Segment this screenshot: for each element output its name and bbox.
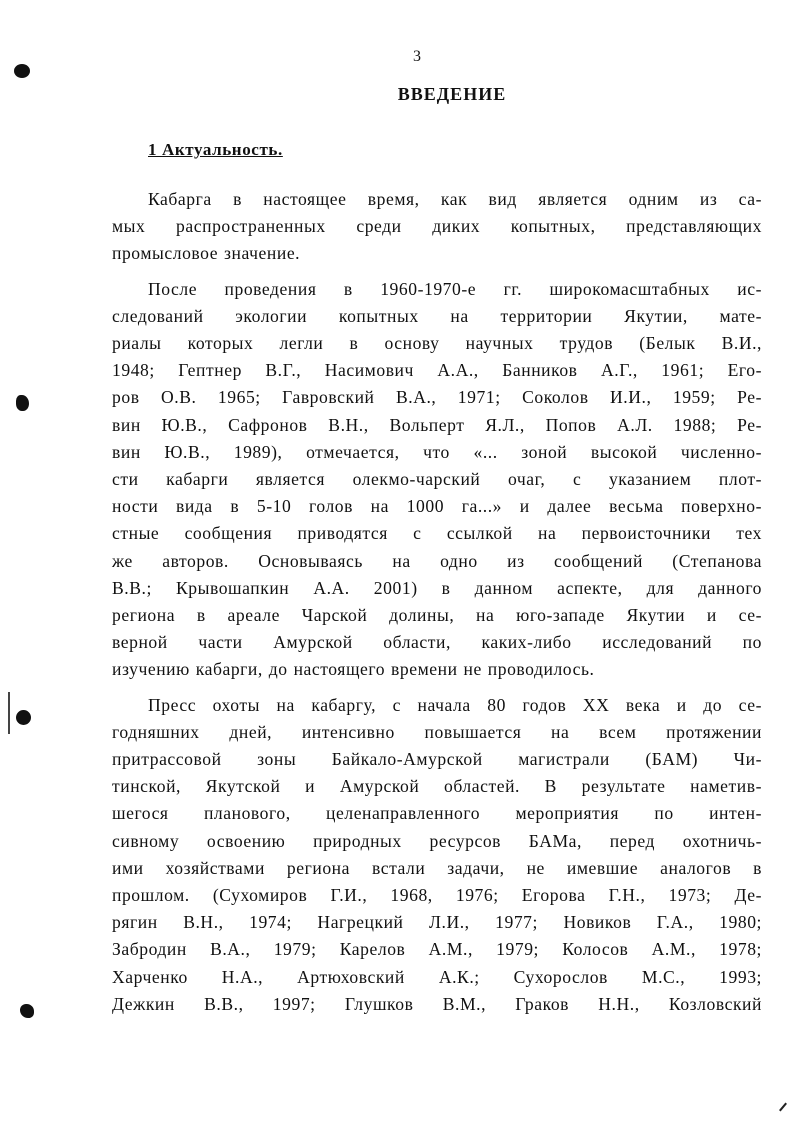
text-line: сти кабарги является олекмо-чарский очаг, с указанием плот- <box>112 469 762 490</box>
text-line: риалы которых легли в основу научных трудов (Белык В.И., <box>112 333 762 354</box>
text-line: Забродин В.А., 1979; Карелов А.М., 1979; Колосов А.М., 1978; <box>112 939 762 960</box>
text-line: Харченко Н.А., Артюховский А.К.; Сухорослов М.С., 1993; <box>112 966 762 987</box>
text-line: Кабарга в настоящее время, как вид является одним из са- <box>148 189 762 209</box>
page-title: ВВЕДЕНИЕ <box>397 84 507 104</box>
text-line: годняшних дней, интенсивно повышается на всем протяжении <box>112 721 762 742</box>
text-line: сивному освоению природных ресурсов БАМа, перед охотничь- <box>112 830 762 851</box>
text-line: В.В.; Крывошапкин А.А. 2001) в данном аспекте, для данного <box>112 577 762 598</box>
scan-mark <box>779 1103 787 1112</box>
text-line: Дежкин В.В., 1997; Глушков В.М., Граков Н.Н., Козловский <box>112 993 762 1014</box>
text-line: следований экологии копытных на территории Якутии, мате- <box>112 305 762 326</box>
scan-speck <box>16 710 31 725</box>
scan-line <box>8 692 10 734</box>
text-line: ности вида в 5-10 голов на 1000 га...» и далее весьма поверхно- <box>112 496 762 517</box>
text-line: Пресс охоты на кабаргу, с начала 80 годов XX века и до се- <box>148 694 762 715</box>
text-line: промысловое значение. <box>112 243 301 264</box>
text-line: ров О.В. 1965; Гавровский В.А., 1971; Соколов И.И., 1959; Ре- <box>112 387 762 408</box>
text-line: После проведения в 1960-1970-е гг. широкомасштабных ис- <box>148 278 762 299</box>
text-line: ими хозяйствами региона встали задачи, не имевшие аналогов в <box>112 857 762 878</box>
text-line: рягин В.Н., 1974; Нагрецкий Л.И., 1977; Новиков Г.А., 1980; <box>112 912 762 933</box>
body-text <box>112 186 762 1018</box>
section-heading: 1 Актуальность. <box>148 140 283 159</box>
text-line: мых распространенных среди диких копытных, представляющих <box>112 216 762 237</box>
text-line: прошлом. (Сухомиров Г.И., 1968, 1976; Егорова Г.Н., 1973; Де- <box>112 885 762 906</box>
text-line: 1948; Гептнер В.Г., Насимович А.А., Банников А.Г., 1961; Его- <box>112 360 762 381</box>
text-line: тинской, Якутской и Амурской областей. В результате наметив- <box>112 776 762 797</box>
scan-speck <box>16 395 29 411</box>
page-number: 3 <box>413 48 421 65</box>
text-line: вин Ю.В., Сафронов В.Н., Вольперт Я.Л., Попов А.Л. 1988; Ре- <box>112 414 762 435</box>
text-line: изучению кабарги, до настоящего времени не проводилось. <box>112 659 595 680</box>
text-line: стные сообщения приводятся с ссылкой на первоисточники тех <box>112 523 762 544</box>
text-line: же авторов. Основываясь на одно из сообщений (Степанова <box>112 550 762 571</box>
scan-speck <box>20 1004 34 1018</box>
text-line: вин Ю.В., 1989), отмечается, что «... зоной высокой численно- <box>112 441 762 462</box>
text-line: региона в ареале Чарской долины, на юго-западе Якутии и се- <box>112 605 762 626</box>
text-line: притрассовой зоны Байкало-Амурской магистрали (БАМ) Чи- <box>112 749 762 770</box>
text-line: верной части Амурской области, каких-либо исследований по <box>112 632 762 653</box>
scan-speck <box>14 64 30 78</box>
text-line: шегося планового, целенаправленного мероприятия по интен- <box>112 803 762 824</box>
